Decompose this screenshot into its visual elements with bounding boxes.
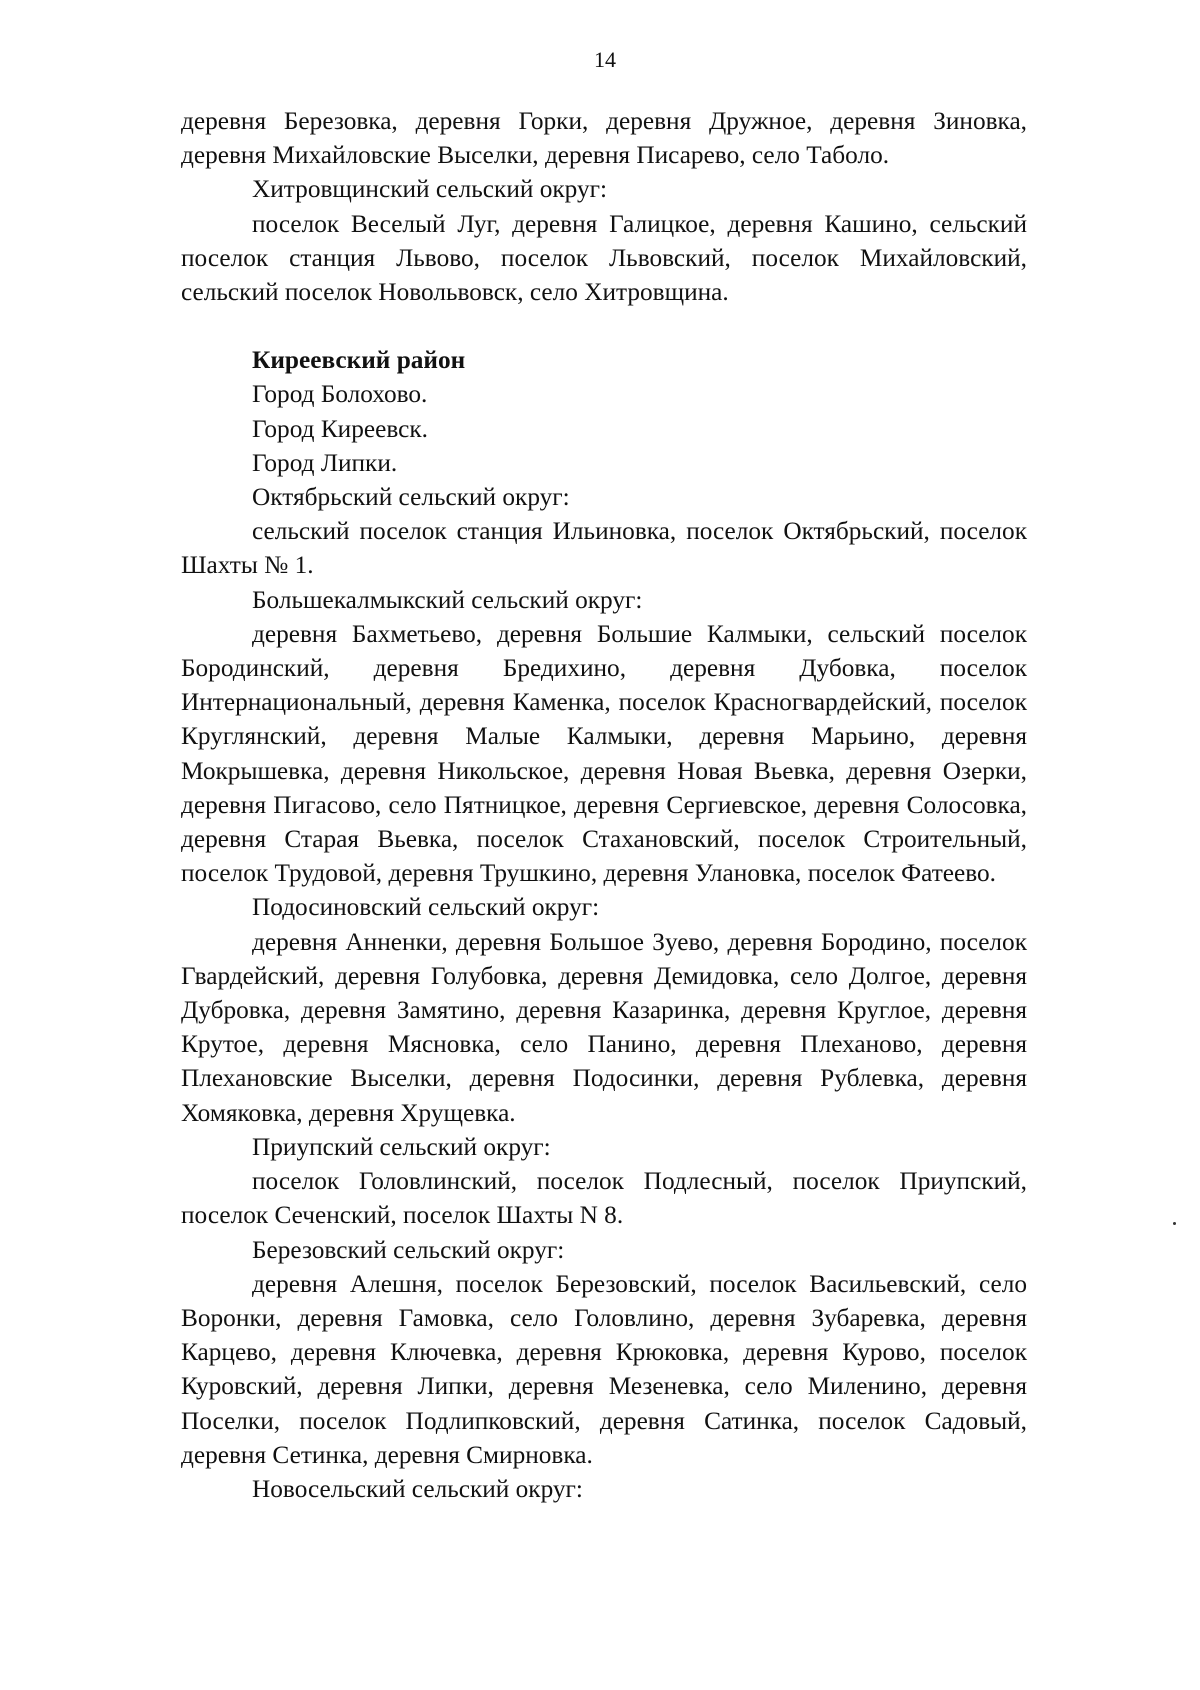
settlement-list-paragraph: деревня Бахметьево, деревня Большие Калмыки, сельский поселок Бородинский, деревня Бредихино, деревня Дубовка, поселок Интернациональный, деревня Каменка, поселок Красногвардейский, поселок Круглянский, деревня Малые Калмыки, деревня Марьино, деревня Мокрышевка, деревня Никольское, деревня Новая Вьевка, деревня Озерки, деревня Пигасово, село Пятницкое, деревня Сергиевское, деревня Солосовка, деревня Старая Вьевка, поселок Стахановский, поселок Строительный, поселок Трудовой, деревня Трушкино, деревня Улановка, поселок Фатеево. bbox=[181, 619, 1027, 888]
settlement-list-paragraph: деревня Алешня, поселок Березовский, поселок Васильевский, село Воронки, деревня Гамовка, село Головлино, деревня Зубаревка, деревня Карцево, деревня Ключевка, деревня Крюковка, деревня Курово, поселок Куровский, деревня Липки, деревня Мезеневка, село Миленино, деревня Поселки, поселок Подлипковский, деревня Сатинка, поселок Садовый, деревня Сетинка, деревня Смирновка. bbox=[181, 1269, 1027, 1469]
settlement-list-paragraph: деревня Березовка, деревня Горки, деревня Дружное, деревня Зиновка, деревня Михайловские Выселки, деревня Писарево, село Таболо. bbox=[181, 107, 1027, 170]
settlement-list-paragraph: поселок Головлинский, поселок Подлесный, поселок Приупский, поселок Сеченский, поселок Шахты N 8. bbox=[181, 1167, 1027, 1230]
scan-speck bbox=[1173, 1222, 1176, 1225]
city-entry: Город Липки. bbox=[252, 448, 398, 477]
settlement-list-paragraph: поселок Веселый Луг, деревня Галицкое, деревня Кашино, сельский поселок станция Львово, поселок Львовский, поселок Михайловский, сельский поселок Новольвовск, село Хитровщина. bbox=[181, 209, 1027, 307]
settlement-list-paragraph: деревня Анненки, деревня Большое Зуево, деревня Бородино, поселок Гвардейский, деревня Голубовка, деревня Демидовка, село Долгое, деревня Дубровка, деревня Замятино, деревня Казаринка, деревня Круглое, деревня Крутое, деревня Мясновка, село Панино, деревня Плеханово, деревня Плехановские Выселки, деревня Подосинки, деревня Рублевка, деревня Хомяковка, деревня Хрущевка. bbox=[181, 927, 1027, 1127]
rural-district-heading: Хитровщинский сельский округ: bbox=[252, 175, 608, 204]
page-number: 14 bbox=[594, 47, 616, 72]
rural-district-heading: Новосельский сельский округ: bbox=[252, 1474, 583, 1503]
city-entry: Город Киреевск. bbox=[252, 414, 428, 443]
paragraph-spacer bbox=[181, 309, 1027, 343]
district-heading: Киреевский район bbox=[252, 346, 466, 375]
settlement-list-paragraph: сельский поселок станция Ильиновка, поселок Октябрьский, поселок Шахты № 1. bbox=[181, 517, 1027, 580]
city-entry: Город Болохово. bbox=[252, 380, 428, 409]
rural-district-heading: Березовский сельский округ: bbox=[252, 1235, 565, 1264]
rural-district-heading: Октябрьский сельский округ: bbox=[252, 483, 570, 512]
rural-district-heading: Большекалмыкский сельский округ: bbox=[252, 585, 643, 614]
rural-district-heading: Приупский сельский округ: bbox=[252, 1132, 551, 1161]
document-body bbox=[181, 104, 1027, 1506]
rural-district-heading: Подосиновский сельский округ: bbox=[252, 893, 600, 922]
